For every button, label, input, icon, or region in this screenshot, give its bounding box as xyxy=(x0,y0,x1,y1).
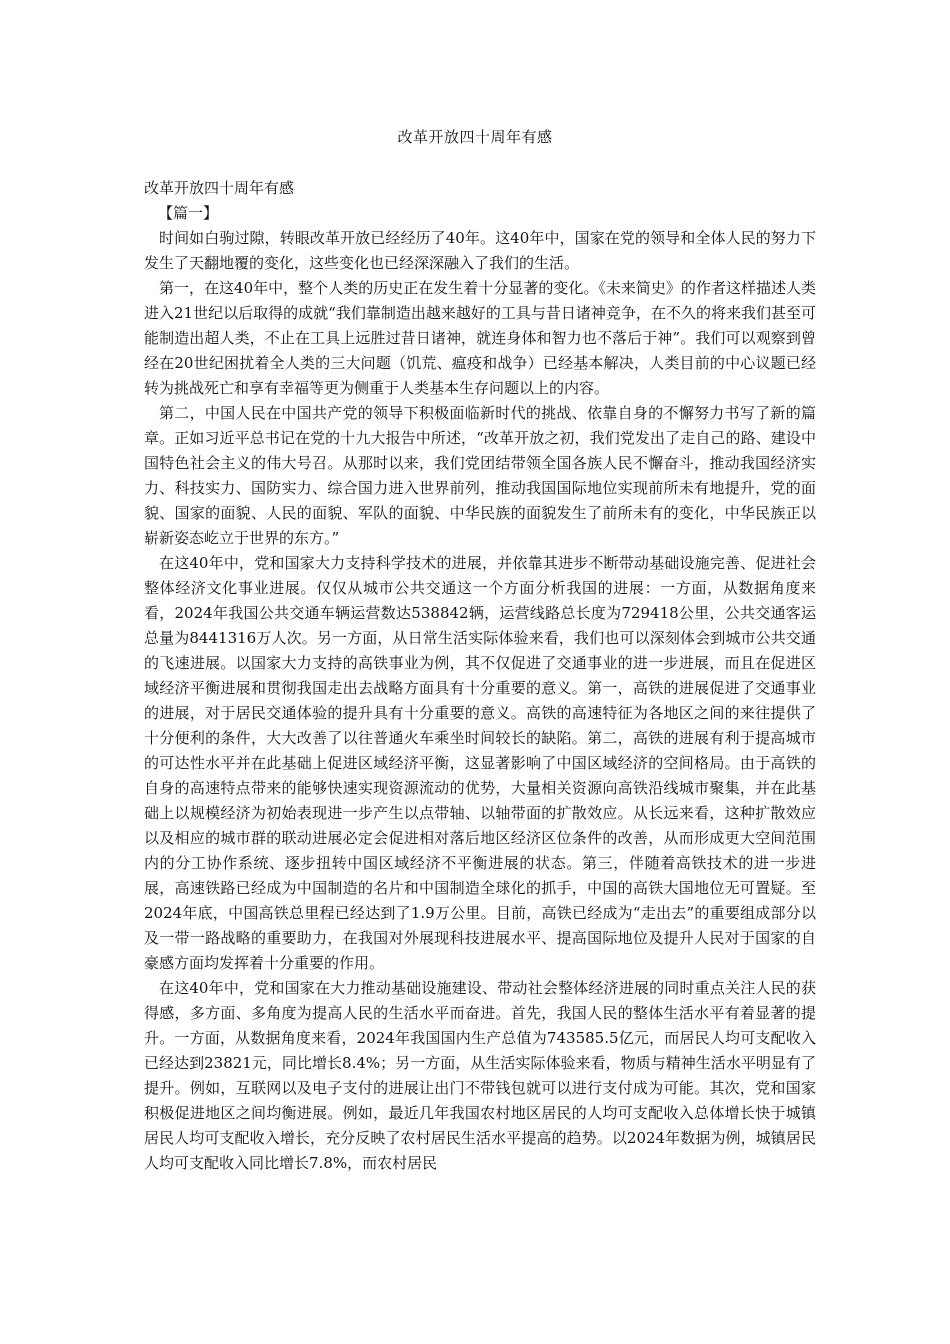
paragraph: 时间如白驹过隙，转眼改革开放已经经历了40年。这40年中，国家在党的领导和全体人民的努力下发生了天翻地覆的变化，这些变化也已经深深融入了我们的生活。 xyxy=(144,229,816,272)
document-subtitle: 改革开放四十周年有感 xyxy=(144,179,295,197)
paragraph: 在这40年中，党和国家大力支持科学技术的进展，并依靠其进步不断带动基础设施完善、促进社会整体经济文化事业进展。仅仅从城市公共交通这一个方面分析我国的进展：一方面，从数据角度来看，2024年我国公共交通车辆运营数达538842辆，运营线路总长度为729418公里，公共交通客运总量为8441316万人次。另一方面，从日常生活实际体验来看，我们也可以深刻体会到城市公共交通的飞速进展。以国家大力支持的高铁事业为例，其不仅促进了交通事业的进一步进展，而且在促进区域经济平衡进展和贯彻我国走出去战略方面具有十分重要的意义。第一，高铁的进展促进了交通事业的进展，对于居民交通体验的提升具有十分重要的意义。高铁的高速特征为各地区之间的来往提供了十分便利的条件，大大改善了以往普通火车乘坐时间较长的缺陷。第二，高铁的进展有利于提高城市的可达性水平并在此基础上促进区域经济平衡，这显著影响了中国区域经济的空间格局。由于高铁的自身的高速特点带来的能够快速实现资源流动的优势，大量相关资源向高铁沿线城市聚集，并在此基础上以规模经济为初始表现进一步产生以点带轴、以轴带面的扩散效应。从长远来看，这种扩散效应以及相应的城市群的联动进展必定会促进相对落后地区经济区位条件的改善，从而形成更大空间范围内的分工协作系统、逐步扭转中国区域经济不平衡进展的状态。第三，伴随着高铁技术的进一步进展，高速铁路已经成为中国制造的名片和中国制造全球化的抓手，中国的高铁大国地位无可置疑。至2024年底，中国高铁总里程已经达到了1.9万公里。目前，高铁已经成为“走出去”的重要组成部分以及一带一路战略的重要助力，在我国对外展现科技进展水平、提高国际地位及提升人民对于国家的自豪感方面均发挥着十分重要的作用。 xyxy=(144,554,816,972)
document-body xyxy=(144,176,816,1176)
paragraph: 第一，在这40年中，整个人类的历史正在发生着十分显著的变化。《未来简史》的作者这样描述人类进入21世纪以后取得的成就“我们靠制造出越来越好的工具与昔日诸神竞争，在不久的将来我们甚至可能制造出超人类，不止在工具上远胜过昔日诸神，就连身体和智力也不落后于神”。我们可以观察到曾经在20世纪困扰着全人类的三大问题（饥荒、瘟疫和战争）已经基本解决，人类目前的中心议题已经转为挑战死亡和享有幸福等更为侧重于人类基本生存问题以上的内容。 xyxy=(144,279,816,397)
paragraph: 第二，中国人民在中国共产党的领导下积极面临新时代的挑战、依靠自身的不懈努力书写了新的篇章。正如习近平总书记在党的十九大报告中所述，“改革开放之初，我们党发出了走自己的路、建设中国特色社会主义的伟大号召。从那时以来，我们党团结带领全国各族人民不懈奋斗，推动我国经济实力、科技实力、国防实力、综合国力进入世界前列，推动我国国际地位实现前所未有地提升，党的面貌、国家的面貌、人民的面貌、军队的面貌、中华民族的面貌发生了前所未有的变化，中华民族正以崭新姿态屹立于世界的东方。” xyxy=(144,404,816,547)
document-title: 改革开放四十周年有感 xyxy=(397,128,553,146)
section-label: 【篇一】 xyxy=(158,204,219,222)
paragraph: 在这40年中，党和国家在大力推动基础设施建设、带动社会整体经济进展的同时重点关注人民的获得感，多方面、多角度为提高人民的生活水平而奋进。首先，我国人民的整体生活水平有着显著的提升。一方面，从数据角度来看，2024年我国国内生产总值为743585.5亿元，而居民人均可支配收入已经达到23821元，同比增长8.4%；另一方面，从生活实际体验来看，物质与精神生活水平明显有了提升。例如，互联网以及电子支付的进展让出门不带钱包就可以进行支付成为可能。其次，党和国家积极促进地区之间均衡进展。例如，最近几年我国农村地区居民的人均可支配收入总体增长快于城镇居民人均可支配收入增长，充分反映了农村居民生活水平提高的趋势。以2024年数据为例，城镇居民人均可支配收入同比增长7.8%，而农村居民 xyxy=(144,979,816,1172)
